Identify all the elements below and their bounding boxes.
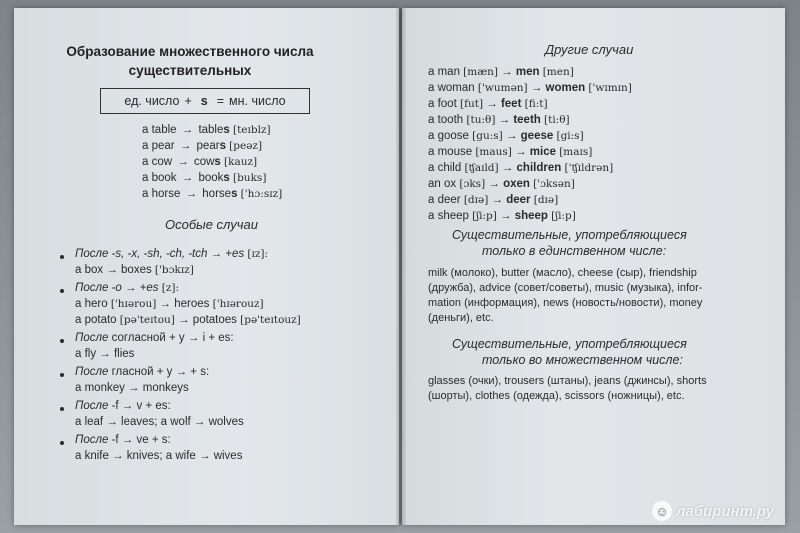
plural-word: → feet bbox=[486, 98, 522, 110]
singular-word: a foot bbox=[428, 98, 457, 110]
article: a bbox=[142, 172, 149, 184]
singular-word: cow bbox=[151, 156, 173, 168]
plural-heading-2: только во множественном числе: bbox=[482, 353, 683, 367]
plural-word: → oxen bbox=[488, 178, 530, 190]
plural-transcription: ['wɪmɪn] bbox=[588, 82, 632, 94]
singular-word: a deer bbox=[428, 194, 461, 206]
rule-2-example-1 bbox=[75, 296, 264, 312]
transcription: [peəz] bbox=[229, 140, 263, 152]
rule-2-ex1-word: a hero bbox=[75, 298, 108, 310]
plural-transcription: [fi:t] bbox=[524, 98, 548, 110]
singular-word: a child bbox=[428, 162, 462, 174]
singular-word: a mouse bbox=[428, 146, 473, 158]
singular-transcription: [mæn] bbox=[463, 66, 498, 78]
plural-suffix: s bbox=[231, 188, 238, 200]
bullet bbox=[60, 339, 64, 343]
singular-word: a tooth bbox=[428, 114, 464, 126]
singular-line-4: (деньги), etc. bbox=[428, 312, 494, 324]
rule-2-example-2 bbox=[75, 312, 301, 328]
singular-word: book bbox=[151, 172, 177, 184]
rule-4-prefix: После bbox=[75, 366, 109, 378]
singular-line-2: (дружба), advice (совет/советы), music (музыка), infor- bbox=[428, 282, 703, 294]
plural-base: book bbox=[198, 172, 224, 184]
singular-line-3: mation (информация), news (новость/новости), money bbox=[428, 297, 703, 309]
irregular-row bbox=[428, 176, 575, 192]
rule-3-example: a fly → flies bbox=[75, 348, 135, 360]
rule-4 bbox=[75, 364, 209, 380]
irregular-row bbox=[428, 64, 574, 80]
plural-word: → geese bbox=[505, 130, 554, 142]
plural-line-2: (шорты), clothes (одежда), scissors (ножницы), etc. bbox=[428, 390, 685, 402]
singular-word: table bbox=[151, 124, 177, 136]
rule-1-example-transcription: ['bɔkɪz] bbox=[154, 264, 194, 276]
singular-word: a sheep bbox=[428, 210, 469, 222]
rule-2 bbox=[75, 280, 179, 296]
singular-line-1: milk (молоко), butter (масло), cheese (сыр), friendship bbox=[428, 267, 697, 279]
formula-plus: + bbox=[184, 94, 192, 108]
singular-word: pear bbox=[151, 140, 175, 152]
transcription: [teɪblz] bbox=[232, 124, 271, 136]
plural-transcription: [ʃi:p] bbox=[551, 210, 576, 222]
arrow-icon: → bbox=[176, 140, 195, 152]
rule-5-prefix: После bbox=[75, 400, 109, 412]
page-title bbox=[40, 42, 340, 80]
singular-transcription: [ʃi:p] bbox=[472, 210, 497, 222]
arrow-icon: → bbox=[178, 124, 197, 136]
plural-transcription: ['ʧɪldrən] bbox=[564, 162, 614, 174]
rule-3 bbox=[75, 330, 234, 346]
irregular-row bbox=[428, 80, 632, 96]
singular-word: a goose bbox=[428, 130, 469, 142]
transcription: ['hɔ:sɪz] bbox=[240, 188, 283, 200]
plural-word: → teeth bbox=[498, 114, 541, 126]
irregular-row bbox=[428, 208, 576, 224]
rule-4-text: гласной + y → + s: bbox=[111, 366, 210, 378]
rule-2-text: После -o → +es bbox=[75, 282, 159, 294]
plural-suffix: s bbox=[223, 124, 230, 136]
article: a bbox=[142, 156, 149, 168]
formula-singular: ед. число bbox=[124, 94, 180, 108]
singular-transcription: [maus] bbox=[475, 146, 512, 158]
plural-suffix: s bbox=[219, 140, 226, 152]
article: a bbox=[142, 188, 149, 200]
formula-box bbox=[100, 88, 310, 114]
rule-2-ex2-plural: → potatoes bbox=[178, 314, 237, 326]
example-row bbox=[142, 122, 271, 138]
singular-heading-1: Существительные, употребляющиеся bbox=[452, 228, 687, 242]
singular-transcription: [dɪə] bbox=[463, 194, 489, 206]
plural-base: cow bbox=[193, 156, 215, 168]
arrow-icon: → bbox=[178, 172, 197, 184]
singular-transcription: ['wumən] bbox=[477, 82, 528, 94]
rule-6-prefix: После bbox=[75, 434, 109, 446]
irregular-row bbox=[428, 160, 613, 176]
rule-1-example bbox=[75, 262, 194, 278]
rule-3-prefix: После bbox=[75, 332, 109, 344]
rule-1-text: После -s, -x, -sh, -ch, -tch → +es bbox=[75, 248, 245, 260]
special-cases-heading: Особые случаи bbox=[165, 217, 258, 232]
article: a bbox=[142, 124, 149, 136]
plural-transcription: [dɪə] bbox=[533, 194, 559, 206]
rule-5 bbox=[75, 398, 171, 414]
formula-plural: мн. число bbox=[229, 94, 286, 108]
plural-base: horse bbox=[202, 188, 232, 200]
plural-transcription: [ti:θ] bbox=[544, 114, 570, 126]
rule-2-ex1-plural-tr: ['hɪərouz] bbox=[212, 298, 264, 310]
example-row bbox=[142, 138, 262, 154]
labirint-logo-icon: ☺ bbox=[652, 501, 672, 521]
rule-2-ex1-plural: → heroes bbox=[159, 298, 210, 310]
rule-4-example: a monkey → monkeys bbox=[75, 382, 189, 394]
singular-transcription: [ʧaɪld] bbox=[464, 162, 499, 174]
plural-transcription: [men] bbox=[542, 66, 574, 78]
watermark bbox=[652, 501, 774, 521]
irregular-row bbox=[428, 112, 570, 128]
singular-word: a woman bbox=[428, 82, 475, 94]
formula-equals: = bbox=[216, 94, 225, 108]
transcription: [buks] bbox=[232, 172, 267, 184]
plural-word: → mice bbox=[515, 146, 556, 158]
title-line-1: Образование множественного числа bbox=[66, 44, 314, 59]
singular-word: horse bbox=[151, 188, 181, 200]
plural-word: → men bbox=[501, 66, 540, 78]
example-row bbox=[142, 170, 266, 186]
bullet bbox=[60, 289, 64, 293]
plural-transcription: ['ɔksən] bbox=[533, 178, 575, 190]
singular-word: a man bbox=[428, 66, 460, 78]
plural-paragraph bbox=[428, 374, 707, 404]
arrow-icon: → bbox=[174, 156, 192, 168]
book-spine bbox=[396, 8, 406, 525]
plural-word: → sheep bbox=[500, 210, 548, 222]
singular-transcription: [gu:s] bbox=[472, 130, 503, 142]
bullet bbox=[60, 407, 64, 411]
plural-transcription: [maɪs] bbox=[559, 146, 593, 158]
bullet bbox=[60, 255, 64, 259]
rule-5-text: -f → v + es: bbox=[111, 400, 171, 412]
watermark-text: лабиринт.ру bbox=[676, 502, 774, 520]
plural-heading-1: Существительные, употребляющиеся bbox=[452, 337, 687, 351]
plural-word: → children bbox=[501, 162, 562, 174]
bullet bbox=[60, 373, 64, 377]
irregular-row bbox=[428, 128, 584, 144]
rule-1-example-text: a box → boxes bbox=[75, 264, 152, 276]
rule-2-ex2-word: a potato bbox=[75, 314, 117, 326]
rule-2-transcription: [z]: bbox=[161, 282, 180, 294]
rule-1 bbox=[75, 246, 268, 262]
bullet bbox=[60, 441, 64, 445]
irregular-row bbox=[428, 96, 548, 112]
transcription: [kauz] bbox=[224, 156, 258, 168]
plural-base: table bbox=[198, 124, 224, 136]
singular-heading-2: только в единственном числе: bbox=[482, 244, 667, 258]
plural-suffix: s bbox=[223, 172, 230, 184]
rule-1-transcription: [ɪz]: bbox=[247, 248, 268, 260]
irregular-row bbox=[428, 144, 592, 160]
rule-2-ex2-tr: [pə'teɪtou] bbox=[119, 314, 175, 326]
plural-line-1: glasses (очки), trousers (штаны), jeans (джинсы), shorts bbox=[428, 375, 707, 387]
irregular-row bbox=[428, 192, 558, 208]
singular-transcription: [tu:θ] bbox=[466, 114, 496, 126]
rule-6 bbox=[75, 432, 171, 448]
rule-6-text: -f → ve + s: bbox=[111, 434, 171, 446]
rule-2-ex2-plural-tr: [pə'teɪtouz] bbox=[240, 314, 301, 326]
plural-word: → deer bbox=[491, 194, 531, 206]
singular-transcription: [fut] bbox=[459, 98, 484, 110]
rule-5-example: a leaf → leaves; a wolf → wolves bbox=[75, 416, 244, 428]
rule-2-ex1-tr: ['hɪərou] bbox=[110, 298, 157, 310]
rule-3-text: согласной + y → i + es: bbox=[111, 332, 234, 344]
plural-word: → women bbox=[530, 82, 586, 94]
example-row bbox=[142, 186, 282, 202]
article: a bbox=[142, 140, 149, 152]
formula-s: s bbox=[200, 94, 208, 108]
other-cases-heading: Другие случаи bbox=[545, 42, 634, 57]
rule-6-example: a knife → knives; a wife → wives bbox=[75, 450, 243, 462]
plural-base: pear bbox=[196, 140, 220, 152]
singular-transcription: [ɔks] bbox=[459, 178, 486, 190]
plural-suffix: s bbox=[214, 156, 221, 168]
singular-paragraph bbox=[428, 266, 702, 326]
plural-transcription: [gi:s] bbox=[556, 130, 584, 142]
title-line-2: существительных bbox=[128, 63, 252, 78]
example-row bbox=[142, 154, 257, 170]
singular-word: an ox bbox=[428, 178, 457, 190]
arrow-icon: → bbox=[182, 188, 201, 200]
